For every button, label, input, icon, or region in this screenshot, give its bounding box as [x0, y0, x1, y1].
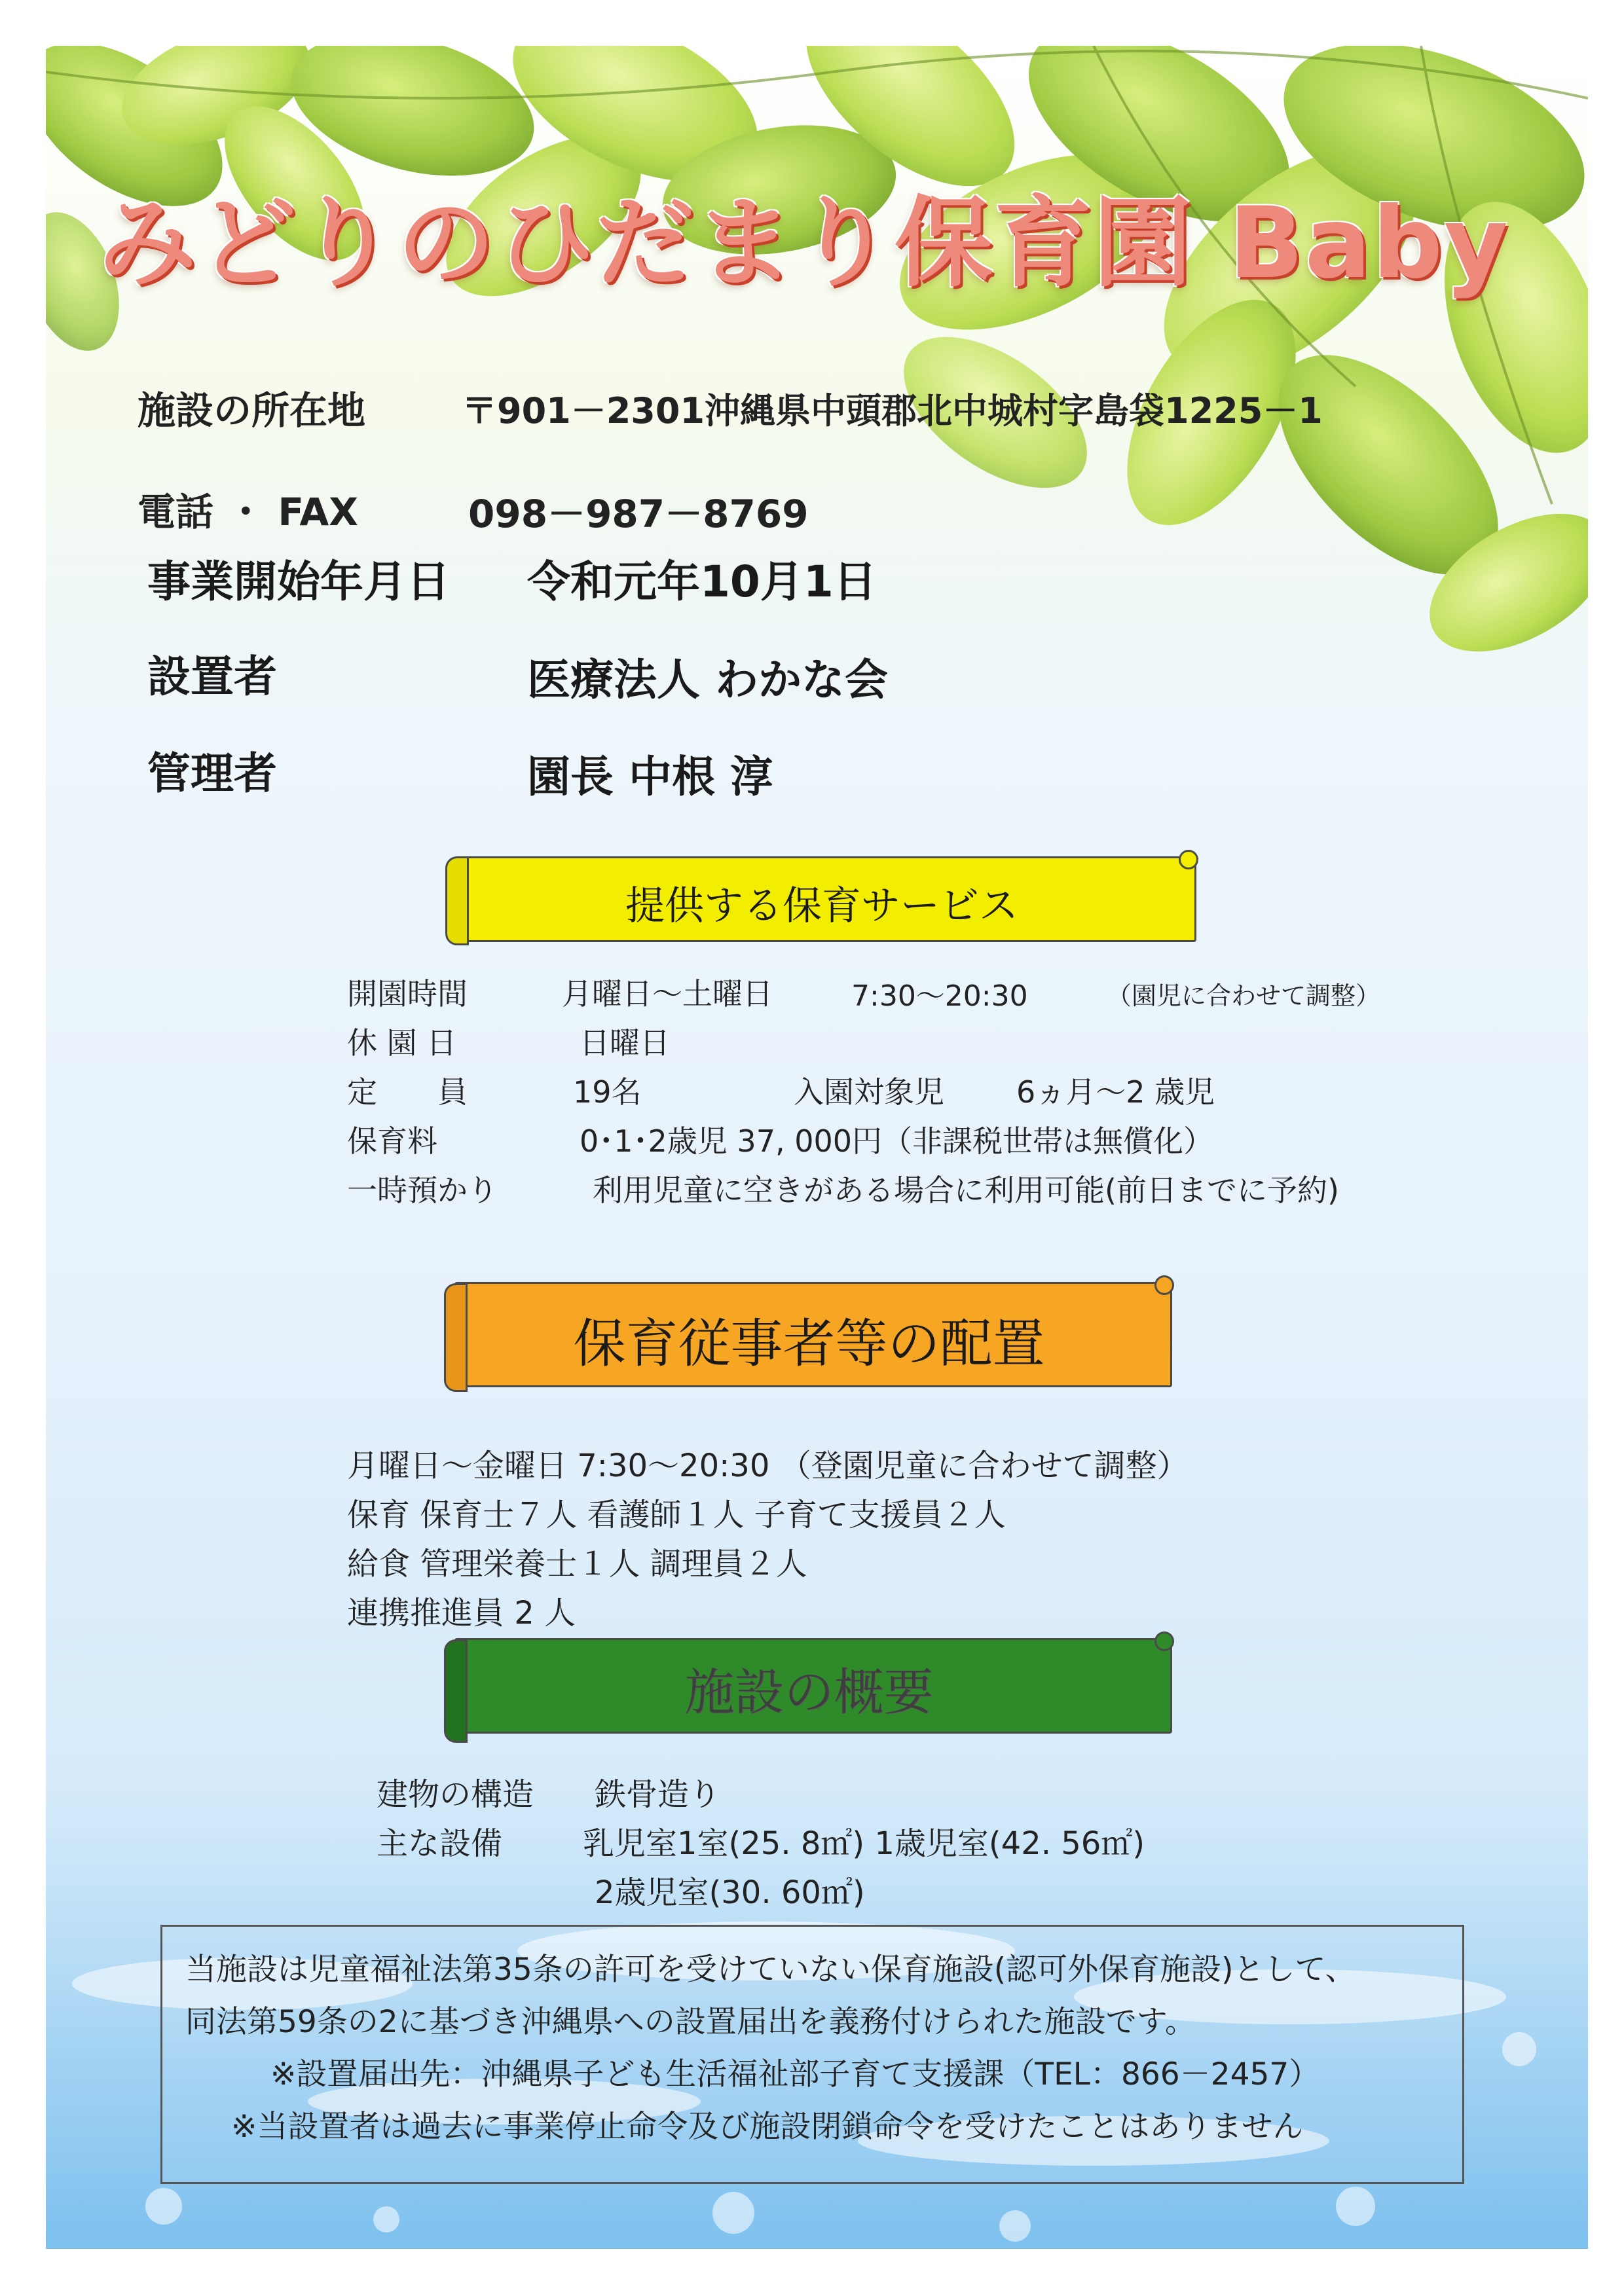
service-value-fee: 0･1･2歳児 37, 000円（非課税世帯は無償化） [580, 1123, 1213, 1159]
service-label-eligible: 入園対象児 [794, 1074, 944, 1110]
service-value-hours: 月曜日～土曜日 [562, 976, 773, 1011]
overview-heading: 施設の概要 [684, 1663, 934, 1721]
manager-value: 園長 中根 淳 [527, 752, 773, 802]
staffing-heading: 保育従事者等の配置 [573, 1313, 1045, 1374]
service-value-holiday: 日曜日 [580, 1025, 670, 1061]
address-value: 〒901－2301沖縄県中頭郡北中城村字島袋1225－1 [462, 390, 1323, 431]
overview-equipment-line2: 2歳児室(30. 60㎡) [595, 1874, 865, 1911]
service-label-hours: 開園時間 [347, 976, 468, 1011]
overview-banner [444, 1631, 1174, 1743]
manager-label: 管理者 [147, 748, 277, 799]
page-title: みどりのひだまり保育園 Baby [98, 187, 1509, 301]
start-date-label: 事業開始年月日 [147, 556, 450, 607]
notice-line-1: 当施設は児童福祉法第35条の許可を受けていない保育施設(認可外保育施設)として、 [185, 1952, 1356, 1988]
service-label-temporary: 一時預かり [347, 1173, 498, 1208]
founder-label: 設置者 [147, 651, 277, 702]
overview-structure-label: 建物の構造 [377, 1776, 534, 1813]
staffing-banner [444, 1275, 1174, 1393]
service-hours-note: （園児に合わせて調整） [1107, 981, 1381, 1010]
scroll-curl-right [1154, 1275, 1174, 1295]
notice-line-2: 同法第59条の2に基づき沖縄県への設置届出を義務付けられた施設です。 [185, 2004, 1196, 2040]
service-value-temporary: 利用児童に空きがある場合に利用可能(前日までに予約) [593, 1173, 1339, 1208]
scroll-curl-right [1179, 850, 1198, 869]
overview-equipment-line1: 乳児室1室(25. 8㎡) 1歳児室(42. 56㎡) [583, 1825, 1145, 1862]
service-hours-time: 7:30～20:30 [851, 979, 1028, 1013]
service-label-capacity: 定 員 [347, 1074, 468, 1110]
flyer-page [46, 46, 1588, 2249]
phone-value: 098－987－8769 [468, 492, 809, 536]
start-date-value: 令和元年10月1日 [527, 556, 877, 607]
service-label-fee: 保育料 [347, 1123, 437, 1159]
service-value-eligible: 6ヵ月～2 歳児 [1016, 1074, 1215, 1110]
founder-value: 医療法人 わかな会 [527, 655, 888, 705]
scroll-curl-right [1154, 1631, 1174, 1651]
overview-equipment-label: 主な設備 [377, 1825, 503, 1862]
overview-structure-value: 鉄骨造り [595, 1776, 721, 1813]
service-value-capacity: 19名 [573, 1074, 642, 1110]
services-heading: 提供する保育サービス [625, 883, 1018, 929]
staffing-line-hours: 月曜日～金曜日 7:30～20:30 （登園児童に合わせて調整） [347, 1448, 1189, 1484]
phone-label: 電話 ・ FAX [138, 490, 358, 534]
services-banner [445, 850, 1198, 948]
staffing-line-meals: 給食 管理栄養士１人 調理員２人 [347, 1546, 807, 1582]
notice-line-4: ※当設置者は過去に事業停止命令及び施設閉鎖命令を受けたことはありません [231, 2109, 1304, 2145]
service-label-holiday: 休 園 日 [347, 1025, 457, 1061]
address-label: 施設の所在地 [138, 388, 366, 433]
notice-line-3: ※設置届出先：沖縄県子ども生活福祉部子育て支援課（TEL：866－2457） [270, 2056, 1320, 2092]
staffing-line-liaison: 連携推進員 2 人 [347, 1595, 576, 1631]
staffing-line-childcare: 保育 保育士７人 看護師１人 子育て支援員２人 [347, 1497, 1006, 1533]
legal-notice-box [160, 1925, 1464, 2184]
